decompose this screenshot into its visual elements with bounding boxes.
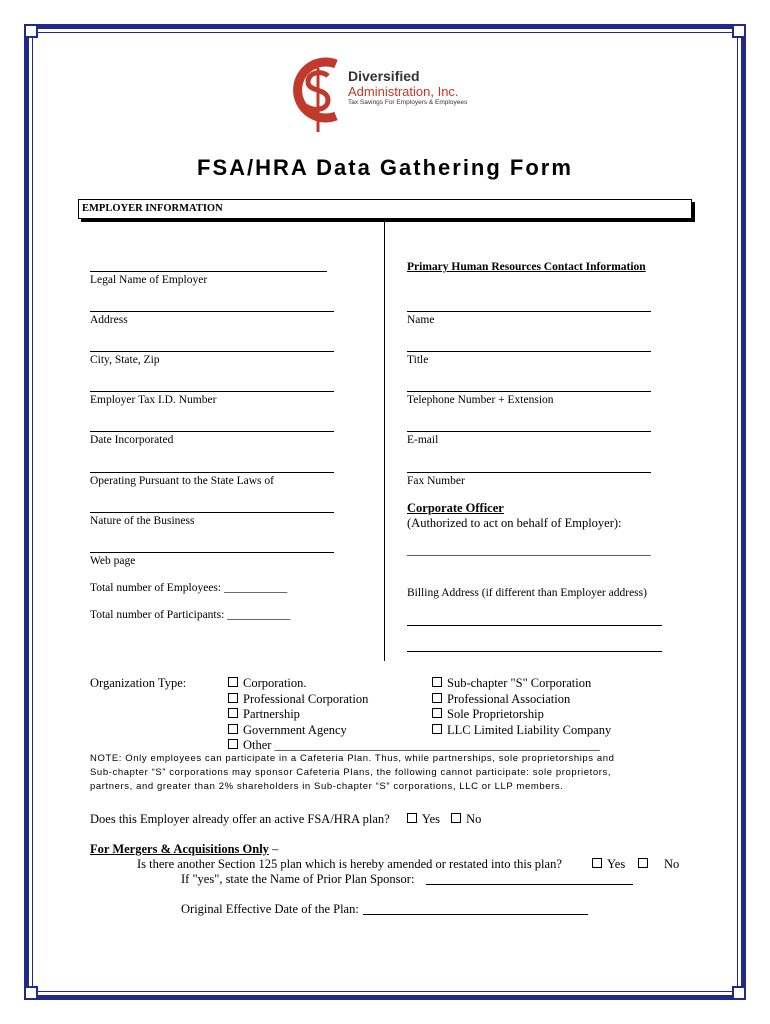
note-text: NOTE: Only employees can participate in a Cafeteria Plan. Thus, while partnerships, sole proprietorships and Sub-chapter “S” corporations may sponsor Cafeteria Plans, the following cannot participate: sole proprietors, partners, and greater than 2% shareholders in Sub-chapter “S” corporations, LLC or LLP members. (90, 753, 615, 792)
checkbox-icon[interactable] (407, 813, 417, 823)
border-corner (732, 986, 746, 1000)
billing-label: Billing Address (if different than Employer address) (407, 587, 647, 599)
mergers-heading: For Mergers & Acquisitions Only – (90, 842, 279, 856)
org-option-sole-proprietorship[interactable]: Sole Proprietorship (432, 707, 611, 723)
border-corner (732, 24, 746, 38)
hr-name-field[interactable] (407, 311, 651, 312)
checkbox-icon[interactable] (228, 724, 238, 734)
legal-name-field[interactable] (90, 271, 327, 272)
org-option-government-agency[interactable]: Government Agency (228, 723, 600, 739)
checkbox-icon[interactable] (638, 858, 648, 868)
mergers-yes[interactable]: Yes (592, 857, 625, 872)
column-divider (384, 221, 385, 661)
address-field[interactable] (90, 311, 334, 312)
checkbox-icon[interactable] (592, 858, 602, 868)
city-field[interactable] (90, 351, 334, 352)
hr-fax-label: Fax Number (407, 475, 465, 487)
total-employees[interactable]: Total number of Employees: ___________ (90, 582, 288, 594)
checkbox-icon[interactable] (432, 708, 442, 718)
legal-name-label: Legal Name of Employer (90, 274, 208, 286)
logo-tagline: Tax Savings For Employers & Employees (348, 99, 468, 106)
hr-email-field[interactable] (407, 431, 651, 432)
officer-heading: Corporate Officer (407, 501, 504, 515)
org-option-partnership[interactable]: Partnership (228, 707, 600, 723)
org-option-professional-corporation[interactable]: Professional Corporation (228, 692, 600, 708)
state-laws-field[interactable] (90, 472, 334, 473)
active-plan-question: Does this Employer already offer an active FSA/HRA plan? Yes No (90, 812, 482, 826)
hr-title-label: Title (407, 354, 429, 366)
total-participants[interactable]: Total number of Participants: ___________ (90, 609, 291, 621)
hr-name-label: Name (407, 314, 435, 326)
border-corner (24, 986, 38, 1000)
officer-field[interactable]: _______________________________________ (407, 543, 651, 557)
checkbox-icon[interactable] (228, 708, 238, 718)
org-option-corporation[interactable]: Corporation. (228, 676, 600, 692)
effective-date-field[interactable] (363, 914, 588, 915)
mergers-question: Is there another Section 125 plan which is hereby amended or restated into this plan? (137, 857, 562, 871)
border-corner (24, 24, 38, 38)
prior-sponsor-label: If "yes", state the Name of Prior Plan Sponsor: (181, 872, 415, 886)
city-label: City, State, Zip (90, 354, 160, 366)
org-option-other[interactable]: Other ____________________________________________________ (228, 738, 600, 754)
logo-mark (284, 50, 354, 136)
checkbox-icon[interactable] (432, 693, 442, 703)
org-option-llc[interactable]: LLC Limited Liability Company (432, 723, 611, 739)
billing-field-1[interactable] (407, 625, 662, 626)
officer-subheading: (Authorized to act on behalf of Employer): (407, 516, 622, 530)
prior-sponsor-field[interactable] (426, 884, 633, 885)
checkbox-icon[interactable] (228, 677, 238, 687)
logo-name-line2: Administration, Inc. (348, 84, 459, 99)
hr-email-label: E-mail (407, 434, 439, 446)
web-page-label: Web page (90, 555, 136, 567)
logo-name-line1: Diversified (348, 68, 420, 84)
date-incorporated-label: Date Incorporated (90, 434, 174, 446)
active-plan-yes[interactable]: Yes (407, 812, 440, 826)
checkbox-icon[interactable] (228, 739, 238, 749)
hr-title-field[interactable] (407, 351, 651, 352)
page-title: FSA/HRA Data Gathering Form (197, 155, 573, 180)
nature-field[interactable] (90, 512, 334, 513)
mergers-no-label: No (664, 857, 680, 871)
active-plan-no[interactable]: No (451, 812, 481, 826)
web-page-field[interactable] (90, 552, 334, 553)
mergers-no-checkbox[interactable] (638, 857, 653, 872)
org-option-s-corporation[interactable]: Sub-chapter "S" Corporation (432, 676, 611, 692)
billing-field-2[interactable] (407, 651, 662, 652)
hr-phone-field[interactable] (407, 391, 651, 392)
checkbox-icon[interactable] (451, 813, 461, 823)
address-label: Address (90, 314, 128, 326)
nature-label: Nature of the Business (90, 515, 195, 527)
hr-fax-field[interactable] (407, 472, 651, 473)
org-option-professional-association[interactable]: Professional Association (432, 692, 611, 708)
hr-phone-label: Telephone Number + Extension (407, 394, 554, 406)
date-incorporated-field[interactable] (90, 431, 334, 432)
checkbox-icon[interactable] (432, 677, 442, 687)
checkbox-icon[interactable] (228, 693, 238, 703)
checkbox-icon[interactable] (432, 724, 442, 734)
effective-date-label: Original Effective Date of the Plan: (181, 902, 359, 916)
org-type-label: Organization Type: (90, 676, 187, 690)
section-header-label: EMPLOYER INFORMATION (82, 203, 223, 214)
hr-contact-heading: Primary Human Resources Contact Information (407, 261, 646, 273)
org-type-right-column (432, 676, 611, 738)
section-header (78, 199, 692, 219)
tax-id-field[interactable] (90, 391, 334, 392)
state-laws-label: Operating Pursuant to the State Laws of (90, 475, 274, 487)
tax-id-label: Employer Tax I.D. Number (90, 394, 217, 406)
